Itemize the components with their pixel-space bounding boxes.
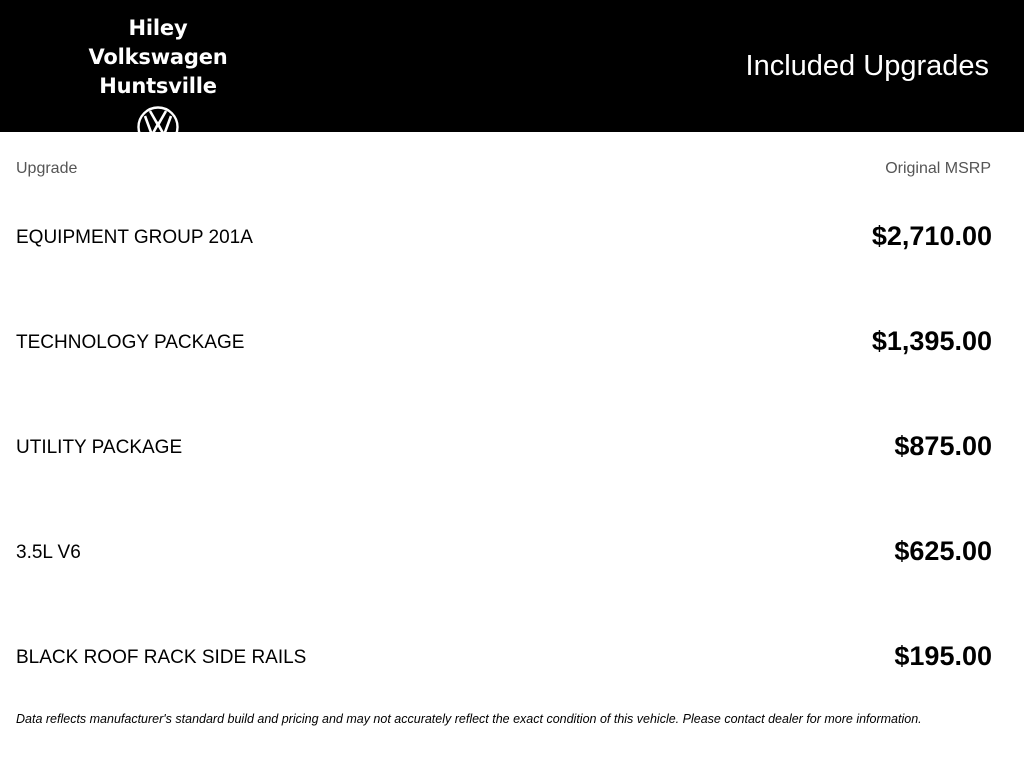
upgrade-row [16, 520, 992, 625]
upgrade-row [16, 205, 992, 310]
dealer-name: Hiley Volkswagen [88, 16, 228, 69]
upgrade-price: $2,710.00 [871, 221, 992, 251]
upgrade-price: $625.00 [894, 536, 992, 566]
upgrade-price: $1,395.00 [871, 326, 992, 356]
column-header-upgrade: Upgrade [16, 160, 78, 177]
upgrade-price: $195.00 [894, 641, 992, 671]
upgrade-row [16, 415, 992, 520]
upgrade-name: TECHNOLOGY PACKAGE [16, 332, 245, 353]
table-header [16, 160, 991, 180]
dealer-logo [58, 14, 258, 149]
upgrade-name: UTILITY PACKAGE [16, 437, 183, 458]
vw-logo-icon [136, 105, 180, 149]
upgrade-name: EQUIPMENT GROUP 201A [16, 227, 253, 248]
upgrade-row [16, 310, 992, 415]
dealer-location: Huntsville [99, 74, 217, 98]
column-header-msrp: Original MSRP [885, 160, 991, 177]
upgrade-price: $875.00 [894, 431, 992, 461]
disclaimer-text: Data reflects manufacturer's standard build and pricing and may not accurately reflect the exact condition of this vehicle. Please contact dealer for more information. [16, 712, 922, 726]
upgrade-name: 3.5L V6 [16, 542, 81, 563]
upgrades-list [16, 205, 992, 730]
page-title: Included Upgrades [745, 50, 989, 82]
upgrade-name: BLACK ROOF RACK SIDE RAILS [16, 647, 307, 668]
header-bar [0, 0, 1024, 132]
